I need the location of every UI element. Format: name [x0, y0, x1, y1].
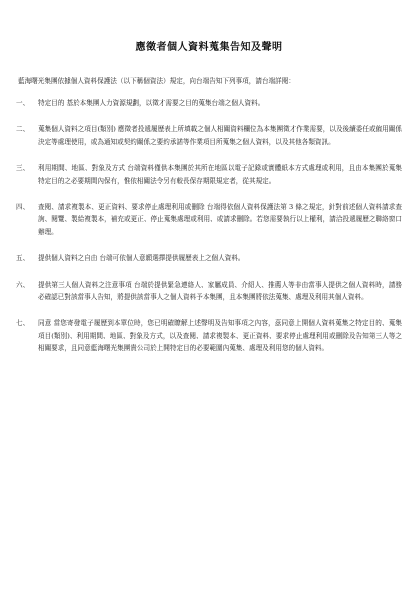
clause-item — [16, 97, 402, 109]
clause-text: 提供第三人個人資料之注意事項 台端於提供緊急連絡人、家屬成員、介紹人、推薦人等非由當事人提供之個人資料時，請務必確認已對該當事人告知，將提供該當事人之個人資料予本集團，且本集團將依法蒐集、處理及利用其個人資料。 — [38, 280, 402, 302]
clause-item — [16, 201, 402, 238]
clause-item — [16, 279, 402, 304]
clause-item — [16, 162, 402, 187]
clause-number: 七、 — [16, 319, 30, 328]
intro-paragraph: 藍海曙光集團依據個人資料保護法（以下稱個資法）規定，向台端告知下列事項，請台端詳閱： — [18, 77, 295, 85]
clause-list — [16, 97, 402, 355]
clause-number: 六、 — [16, 280, 30, 289]
clause-item — [16, 317, 402, 354]
clause-number: 一、 — [16, 99, 30, 107]
clause-number: 四、 — [16, 203, 30, 212]
clause-number: 二、 — [16, 125, 30, 134]
document-title: 應徵者個人資料蒐集告知及聲明 — [135, 42, 283, 53]
clause-number: 五、 — [16, 254, 30, 263]
clause-item — [16, 252, 402, 264]
clause-text: 提供個人資料之自由 台端可依個人意願選擇提供履歷表上之個人資料。 — [38, 254, 245, 263]
clause-text: 同意 當您寄發電子履歷到本單位時，您已明確瞭解上述聲明及告知事項之內容，茲同意上開個人資料蒐集之特定目的、蒐集項目(類別)、利用期間、地區、對象及方式，以及查閱、請求複製本、更正資料、要求停止處理利用或刪除及告知第三人等之相關要求，且同意藍海曙光集團貴公司於上開特定目的必要範圍內蒐集、處理及利用您的個人資料。 — [38, 319, 402, 353]
clause-text: 查閱、請求複製本、更正資料、要求停止處理利用或刪除 台端得依個人資料保護法第 3 條之規定，針對前述個人資料請求查詢、閱覽、製給複製本，補充或更正、停止蒐集處理或利用、或請求刪除。若您需要執行以上權利，請洽投遞履歷之聯絡窗口辦理。 — [38, 203, 402, 236]
clause-text: 蒐集個人資料之項目(類別) 應徵者投遞履歷表上所填載之個人相關資料欄位為本集團徵才作業需要，以及後續委任或僱用關係決定等處理使用，或為通知或契約關係之要約承諾等作業項目所蒐集之個人資料，以及其他各類資訊。 — [38, 125, 402, 146]
clause-item — [16, 123, 402, 148]
clause-text: 利用期間、地區、對象及方式 台端資料僅供本集團於其所在地區以電子記錄或實體紙本方式處理或利用，且由本集團於蒐集特定目的之必要期間內保有，惟依相關法令另有較長保存期限規定者，從其規定。 — [38, 164, 402, 185]
clause-number: 三、 — [16, 164, 30, 173]
clause-text: 特定目的 基於本集團人力資源規劃，以徵才需要之目的蒐集台端之個人資料。 — [38, 99, 265, 107]
